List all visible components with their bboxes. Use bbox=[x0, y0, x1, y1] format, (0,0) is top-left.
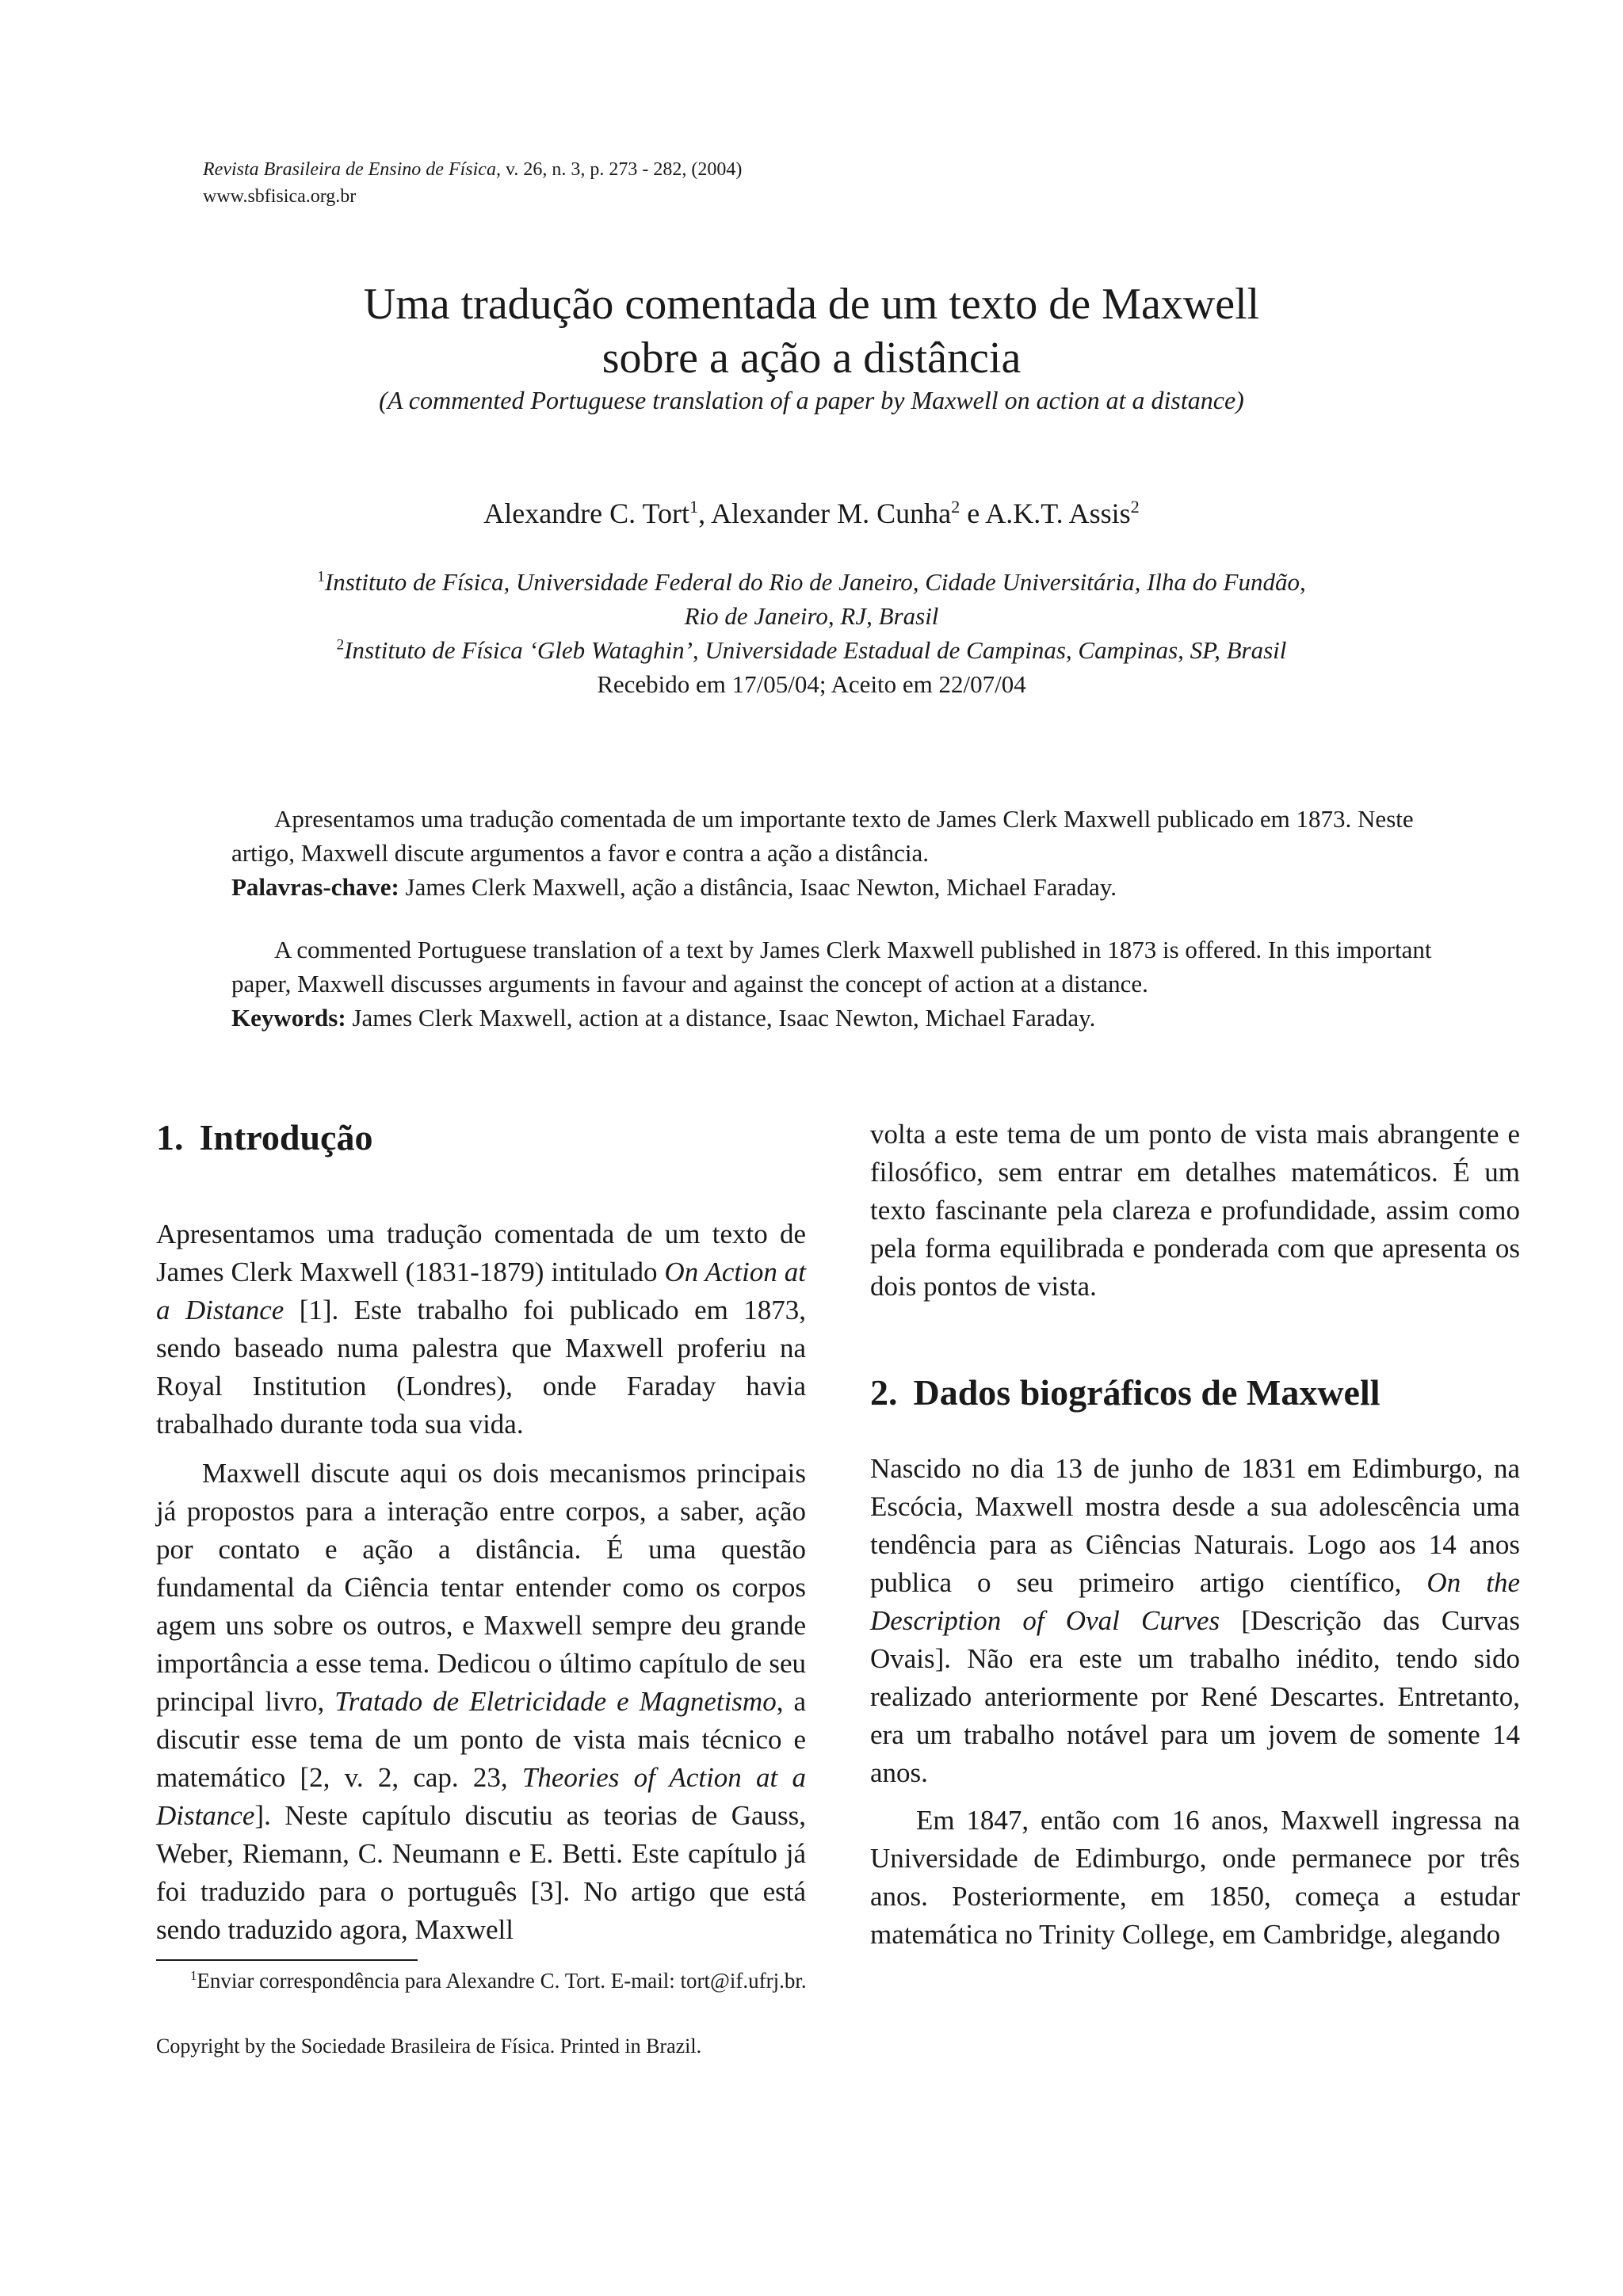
intro-paragraph-3: volta a este tema de um ponto de vista mais abrangente e filosófico, sem entrar em detalhes matemáticos. É um texto fascinante pela clareza e profundidade, assim como pela forma equilibrada e ponderada com que apresenta os dois pontos de vista. bbox=[870, 1119, 1520, 1302]
author-cunha: Alexander M. Cunha bbox=[711, 498, 952, 529]
footnote-text: Enviar correspondência para Alexandre C. Tort. E-mail: tort@if.ufrj.br. bbox=[197, 1969, 807, 1993]
keywords-english: Keywords: James Clerk Maxwell, action at a distance, Isaac Newton, Michael Faraday. bbox=[231, 1004, 1096, 1032]
journal-website[interactable]: www.sbfisica.org.br bbox=[203, 186, 357, 207]
title-line-1: Uma tradução comentada de um texto de Maxwell bbox=[363, 280, 1260, 329]
biography-paragraph-1: Nascido no dia 13 de junho de 1831 em Edimburgo, na Escócia, Maxwell mostra desde a sua adolescência uma tendência para as Ciências Naturais. Logo aos 14 anos publica o seu primeiro artigo científico, On the Description of Oval Curves [Descrição das Curvas Ovais]. Não era este um trabalho inédito, tendo sido realizado anteriormente por René Descartes. Entretanto, era um trabalho notável para um jovem de somente 14 anos. bbox=[870, 1453, 1520, 1788]
affiliation-2: $^2$Instituto de Física ‘Gleb Wataghin’, Universidade Estadual de Campinas, Campinas, SP, Brasil bbox=[336, 636, 1287, 664]
abstract-text: A commented Portuguese translation of a text by James Clerk Maxwell published in 1873 is offered. In this important paper, Maxwell discusses arguments in favour and against the concept of action at a distance. bbox=[231, 936, 1432, 997]
english-title: (A commented Portuguese translation of a paper by Maxwell on action at a distance) bbox=[379, 386, 1244, 414]
author-tort: Alexandre C. Tort bbox=[483, 498, 689, 529]
title-line-2: sobre a ação a distância bbox=[601, 334, 1022, 383]
author-assis: A.K.T. Assis bbox=[985, 498, 1131, 529]
journal-citation: v. 26, n. 3, p. 273 - 282, (2004) bbox=[500, 159, 743, 180]
author-separator: , bbox=[698, 498, 712, 529]
author-affiliation-marker: 2 bbox=[1130, 497, 1140, 517]
author-list bbox=[0, 495, 1623, 532]
author-affiliation-marker: 2 bbox=[951, 497, 960, 517]
affiliation-marker: 2 bbox=[336, 636, 345, 654]
affiliation-1-location: Rio de Janeiro, RJ, Brasil bbox=[684, 602, 939, 630]
section-1-heading: 1. Introdução bbox=[156, 1117, 373, 1158]
intro-paragraph-1: Apresentamos uma tradução comentada de um texto de James Clerk Maxwell (1831-1879) intitulado On Action at a Distance [1]. Este trabalho foi publicado em 1873, sendo baseado numa palestra que Maxwell proferiu na Royal Institution (Londres), onde Faraday havia trabalhado durante toda sua vida. bbox=[156, 1219, 806, 1440]
keywords-portuguese: Palavras-chave: James Clerk Maxwell, ação a distância, Isaac Newton, Michael Faraday. bbox=[231, 873, 1117, 901]
abstract-portuguese bbox=[231, 802, 1444, 904]
journal-header bbox=[203, 157, 742, 182]
author-affiliation-marker: 1 bbox=[689, 497, 699, 517]
left-column-body bbox=[156, 1215, 806, 1949]
abstract-english bbox=[231, 933, 1444, 1035]
footnote-divider bbox=[156, 1959, 418, 1961]
paper-title bbox=[0, 277, 1623, 385]
journal-name: Revista Brasileira de Ensino de Física, bbox=[203, 159, 501, 180]
right-column-body bbox=[870, 1116, 1520, 1306]
author-separator: e bbox=[960, 498, 986, 529]
affiliation-marker: 1 bbox=[317, 568, 325, 585]
intro-paragraph-2: Maxwell discute aqui os dois mecanismos principais já propostos para a interação entre corpos, a saber, ação por contato e ação a distância. É uma questão fundamental da Ciência tentar entender como os corpos agem uns sobre os outros, e Maxwell sempre deu grande importância a esse tema. Dedicou o último capítulo de seu principal livro, Tratado de Eletricidade e Magnetismo, a discutir esse tema de um ponto de vista mais técnico e matemático [2, v. 2, cap. 23, Theories of Action at a Distance]. Neste capítulo discutiu as teorias de Gauss, Weber, Riemann, C. Neumann e E. Betti. Este capítulo já foi traduzido para o português [3]. No artigo que está sendo traduzido agora, Maxwell bbox=[156, 1458, 806, 1945]
abstract-text: Apresentamos uma tradução comentada de um importante texto de James Clerk Maxwell publicado em 1873. Neste artigo, Maxwell discute argumentos a favor e contra a ação a distância. bbox=[231, 805, 1414, 867]
section-2-body bbox=[870, 1450, 1520, 1954]
received-dates: Recebido em 17/05/04; Aceito em 22/07/04 bbox=[597, 670, 1026, 698]
footnote bbox=[190, 1966, 807, 1995]
footnote-marker: 1 bbox=[190, 1968, 197, 1983]
biography-paragraph-2: Em 1847, então com 16 anos, Maxwell ingressa na Universidade de Edimburgo, onde permanece por três anos. Posteriormente, em 1850, começa a estudar matemática no Trinity College, em Cambridge, alegando bbox=[870, 1805, 1520, 1950]
affiliation-1: $^1$Instituto de Física, Universidade Federal do Rio de Janeiro, Cidade Universitária, Ilha do Fundão, bbox=[317, 568, 1306, 596]
section-2-heading: 2. Dados biográficos de Maxwell bbox=[870, 1372, 1381, 1413]
copyright-notice: Copyright by the Sociedade Brasileira de Física. Printed in Brazil. bbox=[156, 2035, 702, 2058]
